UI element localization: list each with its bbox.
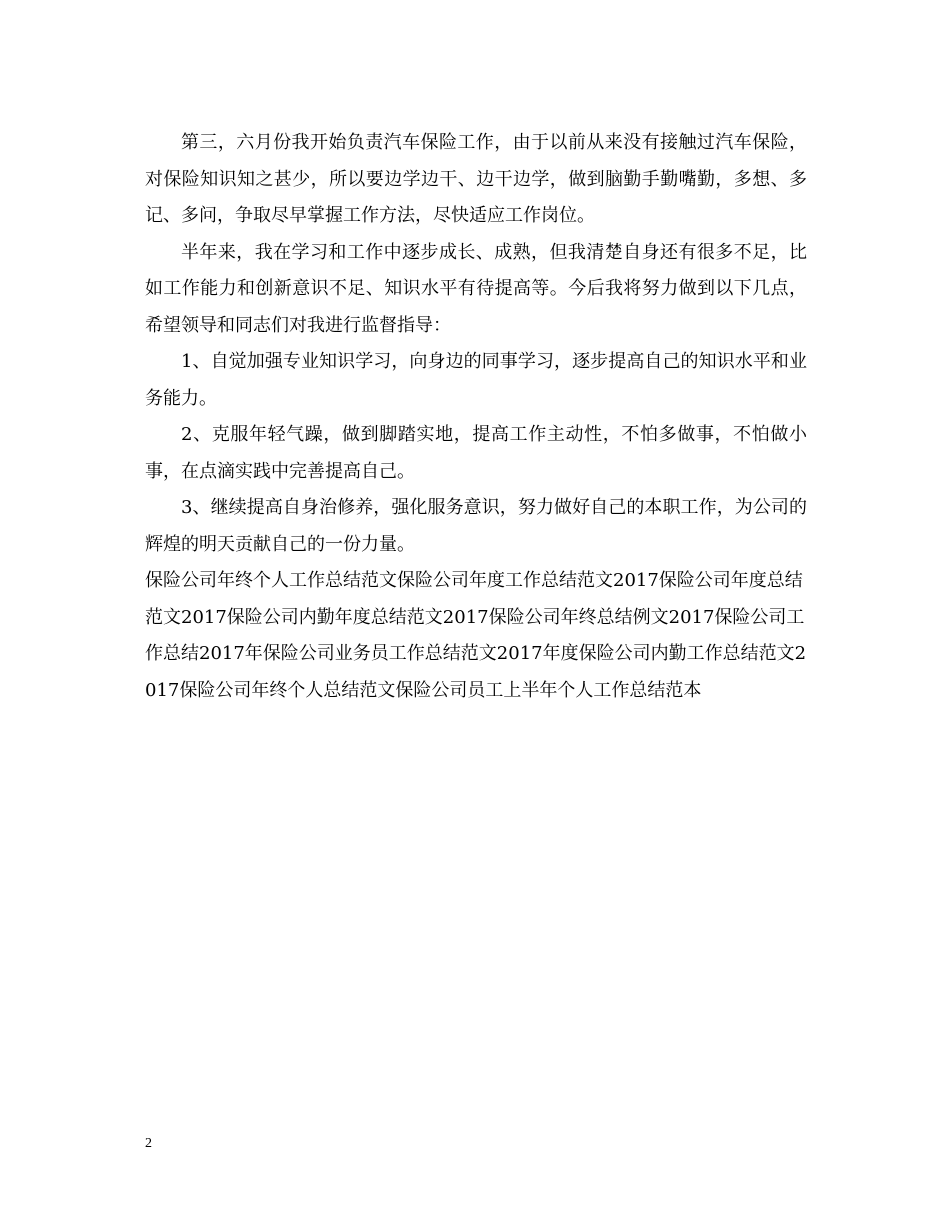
paragraph-goal-1: 1、自觉加强专业知识学习，向身边的同事学习，逐步提高自己的知识水平和业务能力。 [145, 351, 807, 409]
paragraph-goal-3: 3、继续提高自身治修养，强化服务意识，努力做好自己的本职工作，为公司的辉煌的明天贡献自己的一份力量。 [145, 497, 807, 555]
paragraph-half-year-summary: 半年来，我在学习和工作中逐步成长、成熟，但我清楚自身还有很多不足，比如工作能力和创新意识不足、知识水平有待提高等。今后我将努力做到以下几点，希望领导和同志们对我进行监督指导： [145, 241, 807, 336]
related-articles-text: 保险公司年终个人工作总结范文保险公司年度工作总结范文2017保险公司年度总结范文2017保险公司内勤年度总结范文2017保险公司年终总结例文2017保险公司工作总结2017年保险公司业务员工作总结范文2017年度保险公司内勤工作总结范文2017保险公司年终个人总结范文保险公司员工上半年个人工作总结范本 [145, 570, 807, 701]
paragraph-third-point: 第三，六月份我开始负责汽车保险工作，由于以前从来没有接触过汽车保险，对保险知识知之甚少，所以要边学边干、边干边学，做到脑勤手勤嘴勤，多想、多记、多问，争取尽早掌握工作方法，尽快适应工作岗位。 [145, 132, 807, 226]
page-number: 2 [145, 1136, 152, 1151]
paragraph-goal-2: 2、克服年轻气躁，做到脚踏实地，提高工作主动性，不怕多做事，不怕做小事，在点滴实践中完善提高自己。 [145, 424, 807, 482]
document-body [145, 125, 807, 709]
